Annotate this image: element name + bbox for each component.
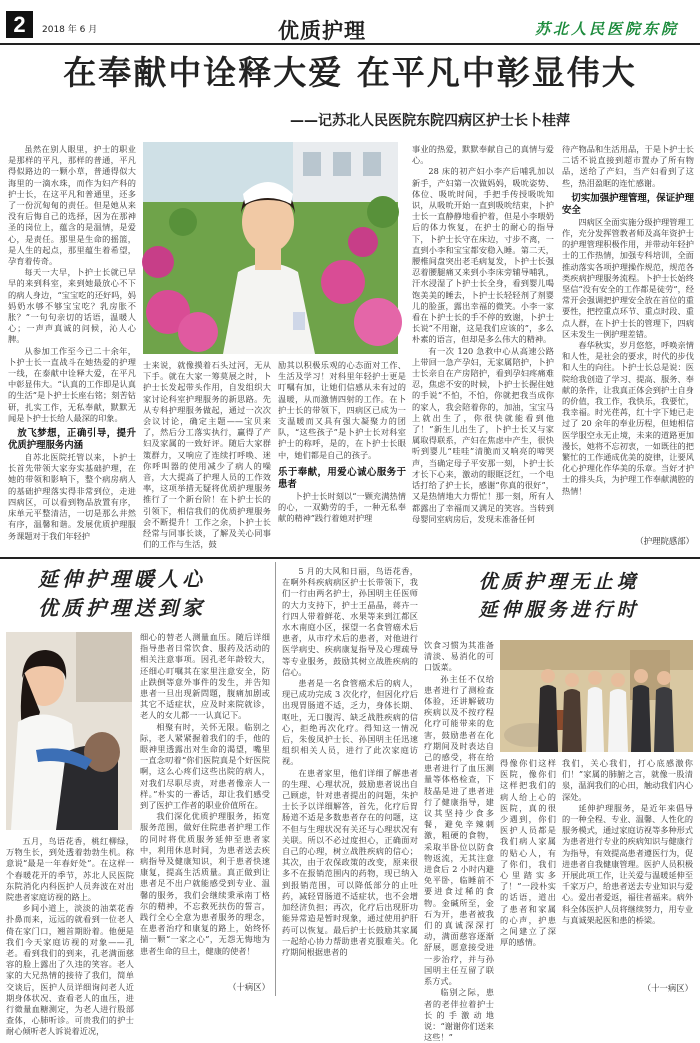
- right-credit: （十一病区）: [642, 983, 693, 993]
- paragraph: 待产物品和生活用品，于是卜护士长二话不说直接到超市置办了所有物品，送给了产妇，当产妇看到了这些，热泪盈眶的连忙感谢。: [562, 144, 694, 188]
- lead-title: 在奉献中诠释大爱 在平凡中彰显伟大: [63, 53, 637, 92]
- paragraph: 乡间小道上，淡淡的油菜花香扑鼻而来，远远的就看到一位老人倚在家门口，翘首期盼着。他便是我们今天家庭访视的对象——孔老。看到我们的到来，孔老满面慈容的脸上露出了久违的笑容。老人家的大兄热情的接待了我们，简单交谈后，医护人员详细询问老人近期身体状况、查看老人的血压，进行微量血糖测定，为老人进行股部查体，心肺听诊。可贵我们的护士耐心倾听老人诉说着近况，: [6, 903, 134, 1037]
- lead-subhead-1: 放飞梦想，正确引导，提升优质护理服务内涵: [8, 428, 136, 452]
- mid-column-2: [424, 640, 494, 1043]
- page-number: 2: [6, 11, 33, 38]
- right-story-title: [425, 568, 693, 624]
- paragraph: 五月，鸟语花香，桃红柳绿，万物生长，到处透着勃勃生机。称意说“最是一年春好处”。在这样一个春暖花开的季节，苏北人民医院东院消化内科医护人员奔波在对出院患者家庭访视的路上。: [6, 836, 134, 903]
- paragraph: 5 月的大风和日丽，鸟语花香，在啊外科疾病病区护士长带领下，我们一行由两名护士，孙国明主任医师的大力支持下，护士王晶晶，蒋卉一行四人带着鲜花、水果等来到江都区水木南庭小区，探望一名食管癌术后患者，从市疗术后的患者，对他进行医学病史、疾病康复指导及心理疏导等专业服务，鼓励其树立战胜疾病的信心。: [282, 566, 418, 677]
- paragraph: 虽然在别人眼里，护士的职业是那样的平凡，那样的普通，平凡得似路边的一颗小草，普通得似大海里的一滴水珠，而作为妇产科的护士长，在这平凡和普通里，还多了一份沉甸甸的责任。但是她从来没有后悔自己的选择，因为在那神圣的岗位上，蕴含的是温情，是爱心，是责任。那里是生命的摇篮，是人生的起点，那里蕴生着希望，孕育着传奇。: [8, 144, 136, 267]
- paragraph: 士来说，就像摸着石头过河，无从下手。就在大家一筹莫展之时，卜护士长发起带头作用，自发组织大家讨论科室护理服务的新思路。先从专科护理服务做起，通过一次次会议讨论，确定主题——宝贝来了，然后分工落实执行，赢得了产妇及家属的一致好评。随后大家群策群力，又响应了连续打呼唤、迷你呼叫器的使用减少了病人的噪音，大大提高了护理人员的工作效率，这项举措无疑将优质护理服务推行了一个新台阶！在卜护士长的引领下，相信我们的优质护理服务会不断提升！工作之余，卜护士长经常与同事长谈，了解及关心同事们的工作与生活，鼓: [143, 360, 271, 550]
- paragraph: 四病区全面实施分级护理管理工作，充分发挥管教者师及高年资护士的护理管理积极作用，并带动年轻护士的工作热情，加强专科培训，全面推动落实各项护理操作规范，规范各类疾病护理服务流程。卜护士长始终坚信“没有安全的工作都是徒劳”，经常开会强调把护理安全放在首位的重要性，把控重点环节、重点时段、重点人群，在卜护士长的管理下，四病区未发生一例护理差错。: [562, 216, 694, 339]
- nurse-portrait-photo: [143, 142, 398, 354]
- issue-date: 2018 年 6 月: [42, 25, 98, 35]
- home-visit-photo: [6, 632, 132, 830]
- right-column-2-continued: [500, 758, 556, 996]
- paragraph: 我们深化优质护理服务，拓宽服务范围，做好住院患者护理工作的同时将优质服务延伸至患者家中，利用休息时间，为患者送去疾病指导及健康知识，利于患者快速康复，提高生活质量。真正做到让患者足不出户就能感受到专业、温馨的服务，我们会继续秉承南丁格尔的精神，不忘救死扶伤的誓言，践行全心全意为患者服务的理念，在患者治疗和康复的路上，始终怀揣一颗“一家之心”，无怨无悔地为患者生命的旦土，健康的使者！: [140, 811, 270, 956]
- paragraph: 细心的替老人测量血压。随后详细指导患者日常饮食、服药及活动的相关注意事项。因孔老年龄较大，还细心叮嘱其在家里注意安全，防止跌倒等意外事件的发生，并告知患者一旦出现新問題，腹痛加剧或其它不适症状，应及时来院就诊，老人的女儿都一一认真记下。: [140, 632, 270, 721]
- left-credit: （十病区）: [228, 982, 270, 992]
- lead-subtitle: ——记苏北人民医院东院四病区护士长卜桂萍: [290, 113, 570, 129]
- paragraph: 春华秋实，岁月悠悠，呼唤亲情和人性，是社会的要求，时代的步伐和人生的向往。卜护士长总是说：医院给我创造了学习、提高、服务、奉献的条件，让我真正体会到护士自身的价值，我工作，我快乐，我要忙，我幸福。时光荏苒，红十字下她已走过了 20 余年的奉业历程，但她相信医学服空永无止境，未来的道路更加漫长，她将不忘初衷，一如既往的把繁忙的工作通成优美的旋律，让要风化心护理化作华美的乐章。当好才护士的排头兵，为护理工作奉献满腔的热情！: [562, 340, 694, 496]
- right-column-3: [562, 758, 693, 980]
- right-title-line-1: 优质护理无止境: [478, 571, 640, 593]
- paragraph: 每天一大早，卜护士长就已早早的来到科室，来到她最放心不下的病人身边，“宝宝吃的还好吗，妈妈奶水够不够宝宝吃？乳房胀不胀？”一句句亲切的话语，温暖人心；一声声真诚的问候，沁人心脾。: [8, 267, 136, 345]
- publisher-name: 苏北人民医院东院: [535, 20, 680, 38]
- lead-column-4: [412, 144, 554, 551]
- paragraph: 在患者家里，他们详细了解患者的生理、心理状况，鼓励患者说出自己顾虑，针对患者提出的问题，朱护士长予以详细解答，首先，化疗后胃肠道不适是多数患者存在的问题，这不但与生理状况有关还与心理状况有关联。所以不必过度担心，正确面对自己的心理，树立战胜疾病的信心；其次，由于农保政策的改变，原来很多不在报销范围内的药物，现已纳入到报销范围，可以降低部分的止吐药，减轻胃肠道不适症状，也不会增加经济负担；再次，化疗后出现肝功能异常造是暂时现象，通过使用护肝药可以恢复。最后护士长鼓励其家属一起给心协力帮助患者克服难关。化疗期间根据患者的: [282, 767, 418, 957]
- paragraph: 相聚有时，关怀无限。临别之际，老人紧紧握着我们的手，他的眼神里透露出对生命的渴望，嘴里一直念叨着“你们医院真是个好医院啊，这么心疼们这些出院的病人，对我们尽职尽责，对患者像亲人一样。”朴实的一番话，却让我们感受到了医护工作者的职业价值所在。: [140, 721, 270, 811]
- paragraph: 患者是一名食管癌术后的病人，现已成功完成 3 次化疗，但因化疗后出现胃肠道不适，乏力，身体长期、呕吐，无口腹泻、缺乏战胜疾病的信心，拒绝再次化疗。得知这一情况后，朱俊凤护士长、孙国明主任迅速组织相关人员，进行了此次家庭访视。: [282, 678, 418, 767]
- group-visit-photo: [500, 640, 693, 752]
- left-title-line-2: 优质护理送到家: [38, 596, 206, 620]
- paragraph: 从参加工作至今已二十余年，卜护士长一直战斗在她热爱的护理一线，在泰献中诠释大爱，在平凡中彰显伟大。“认真的工作即是认真的生活”是卜护士长座右铭；刻苦钻研，扎实工作，无私奉献，默默无闻是卜护士长给人最深的印象。: [8, 345, 136, 423]
- section-divider: [0, 557, 700, 559]
- paragraph: 孙主任不仅给患者进行了测检查体验，还讲解破功疾病以及不按疗程化疗可能带来的危害，鼓励患者在化疗期间及时表达自己的感受，将在给患者进行了血压测量等体格检查，下肢晶是进了患者进行了健康指导，建议其坚持少食多餐，避免辛辣刺激，粗硬的食物，采取半卧位以防食物返流，无其注意进食后 2 小时内避免平卧，临睡前不要进食过稀的食物。金碱所至，金石为开，患者被我们的真诚深深打动，满面慈容逐渐舒展，愿意接受进一步治疗，并与孙国明主任互留了联系方式。: [424, 673, 494, 987]
- mid-column-1: [282, 566, 418, 996]
- paragraph: 有一次 120 急救中心从高速公路上带回一急产孕妇，无家属陪护，卜护士长亲自在产房陪护，看到孕妇疼痛难忍，焦虑不安的时候，卜护士长握住她的手说“不怕，不怕，你就把我当成你的家人，我会陪着你的，加油，宝宝马上就出生了，你很快就能看到他了！”新生儿出生了，卜护士长又与家属取得联系，产妇在焦虑中产生，很快听到婴儿“哇哇”清脆而又响亮的啼哭声，当确定母子平安那一刻，卜护士长才长下心来，激动的眼眶泛红，一个电话打给了护士长，感谢“你真的很好”，又是热情地大力帮忙！那一刻，所有人都露出了幸福而又满足的笑容。当转到母婴同室病房后，发现未准备任何: [412, 345, 554, 524]
- paragraph: 事业的热爱，默默奉献自己的真情与爱心。: [412, 144, 554, 166]
- paragraph: 临别之际，患者的老伴拉着护士长的手激动地说：“谢谢你们送来这些！”: [424, 987, 494, 1043]
- left-column-2: [140, 632, 270, 977]
- paragraph: 饮食习惯为其准备清淡、易消化的可口饭菜。: [424, 640, 494, 673]
- lead-credit: （护理院感部）: [635, 536, 694, 546]
- left-column-1: [6, 836, 134, 1037]
- paragraph: 励其以积极乐观的心态面对工作、生活及学习！对科里年轻护士更是叮嘱有加，让她们信感从未有过的温暖，从而激情四射的工作。在卜护士长的带领下，四病区已成为一支温暖而又具有强大凝聚力的团队，“这些孩子”是卜护士长对科室护士的称呼，是的，在卜护士长眼中，她们都是自己的孩子。: [278, 360, 406, 460]
- paragraph: 延伸护理服务，是近年来倡导的一种全程、专业、温馨、人性化的服务模式，通过家庭访视等多种形式为患者进行专业的疾病知识与健康行为指导，有效提高患者遵医行为，促进患者自我健康管理。医护人员积极开展此项工作，让关爱与温暖延伸至千家万户，给患者送去专业知识与爱心。爱出者爱返，福往者福来。病外科全体医护人员将继续努力，用专业与真诚架起医和患的桥梁。: [562, 802, 694, 925]
- lead-column-5: [562, 144, 694, 529]
- left-story-title: [38, 565, 258, 623]
- paragraph: 自苏北医院托管以来，卜护士长首先带领大家夯实基础护理，在她的带领和影响下，整个病房病人的基础护理落实得非常到位，走进四病区，可以看到物品放置有序，床单元平整清洁，一切是那么井然有序，温馨和谐。发展优质护理服务课题对于我们年轻护: [8, 452, 136, 541]
- paragraph: 得像你们这样医院，像你们这样把我们的病人给上心的医院，真的很少遇到，你们医护人员都是我们病人家属的贴心人，有了你们，我们心里踏实多了！”一段朴实的话语，道出了患者和家属的心声，护患之间建立了深厚的感情。: [500, 758, 556, 948]
- left-title-line-1: 延伸护理暖人心: [38, 567, 206, 591]
- lead-column-2: [143, 360, 271, 551]
- paragraph: 我们，关心我们，打心底感激你们！”家属的肺腑之言，就像一股清泉，温润我们的心田，触动我们内心深处。: [562, 758, 694, 802]
- masthead-rule: [0, 43, 700, 45]
- paragraph: 卜护士长时刻以“一颗充满热情的心，一双勤劳的手，一种无私奉献的精神”践行着她对护理: [278, 490, 406, 524]
- lead-subhead-2: 乐于奉献，用爱心诚心服务于患者: [278, 466, 406, 490]
- paragraph: 28 床的初产妇小李产后哺乳加以新手，产妇第一次做妈妈，吸吮姿势、体位、吸吮时间，手把手传授吸吮知识，从吸吮开始一直到吸吮结束，卜护士长一直静静地看护着，但是小李喂奶后的体力恢复，在护士的耐心的指导下，卜护士长守在床边，寸步不离，一直到小李和宝宝都安稳入睡。第二天，腰椎间盘突出老毛病复发，卜护士长强忍着腰腿痛又来到小李床旁辅导哺乳，汗水浸湿了卜护士长全身，看到婴儿喝饱美美的睡去，卜护士长轻轻剂了剂婴儿的脸蛋，露出幸福的微笑。小李一家看在卜护士长的手不停的致谢，卜护士长说“不用谢，这是我们应该的”，多么朴素的语言，但却是多么伟大的精神。: [412, 166, 554, 345]
- masthead: [0, 0, 700, 46]
- column-rule: [275, 562, 276, 996]
- lead-subhead-3: 切实加强护理管理，保证护理安全: [562, 192, 694, 216]
- section-title: 优质护理: [278, 19, 366, 43]
- lead-column-3: [278, 360, 406, 551]
- lead-column-1: [8, 144, 136, 551]
- right-title-line-2: 延伸服务进行时: [478, 599, 640, 621]
